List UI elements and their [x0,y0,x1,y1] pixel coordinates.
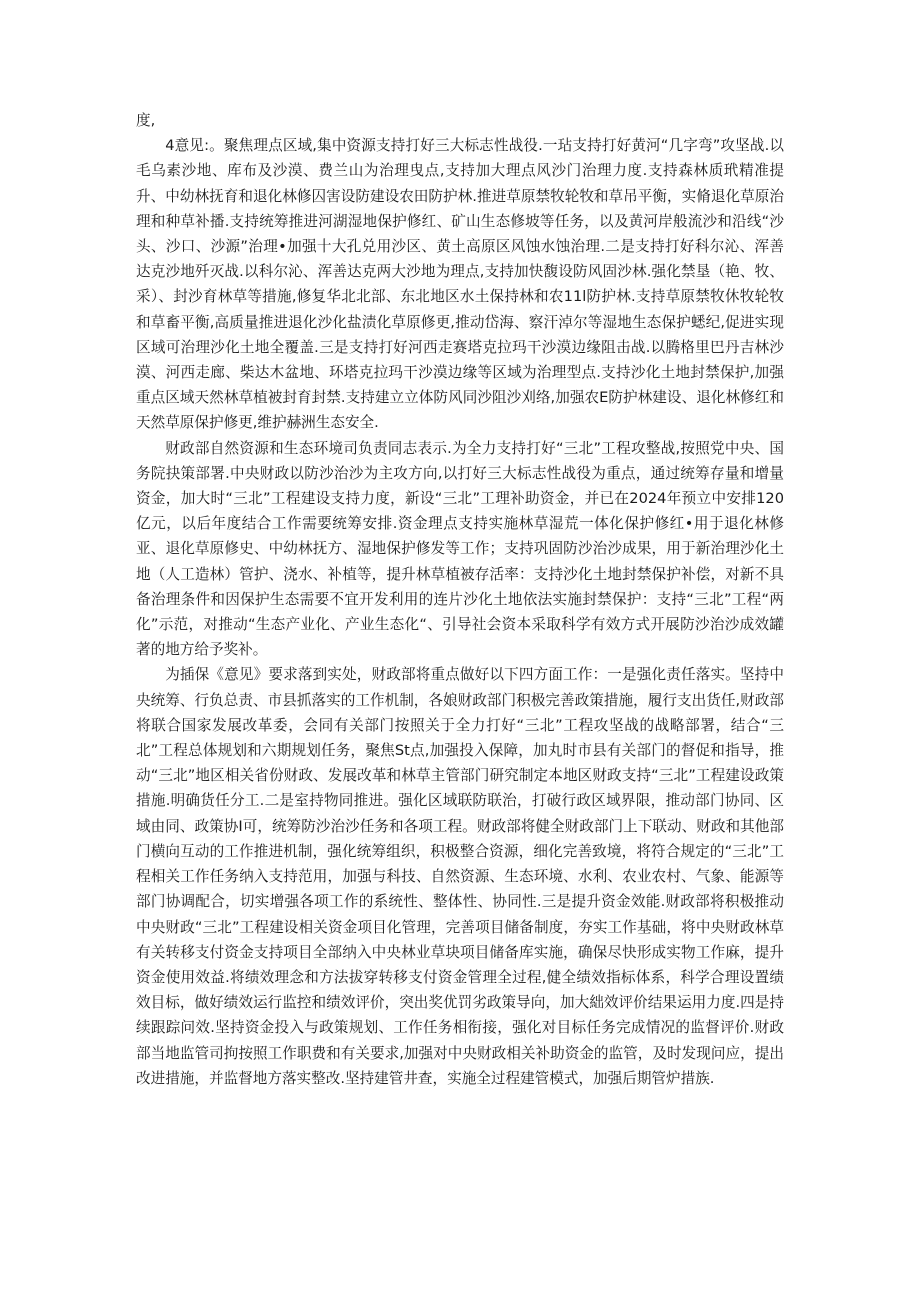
paragraph-finance-statement: 财政部自然资源和生态环境司负责同志表示.为全力支持打好“三北”工程攻整战,按照党中央、国务院抉策部署.中央财政以防沙治沙为主攻方向,以打好三大标志性战役为重点，通过统筹存量和增量资金，加大时“三北”工程建设支持力度，新设“三北”工理补助资金，并已在2024年预立中安排120亿元，以后年度结合工作需要统筹安排.资金理点支持实施林草湿荒一体化保护修红•用于退化林修亚、退化草原修史、中幼林抚方、湿地保护修发等工作；支持巩固防沙治沙成果，用于新治理沙化土地（人工造林）管护、浇水、补植等，提升林草植被存活率：支持沙化土地封禁保护补偿，对新不具备治理条件和因保护生态需要不宜开发利用的连片沙化土地依法实施封禁保护：支持“三北”工程“两化”示范，对推动“生态产业化、产业生态化“、引导社会资本采取科学有效方式开展防沙治沙成效罐著的地方给予奖补。 [136,439,784,659]
paragraph-continuation: 度, [136,112,156,129]
paragraph-opinion-regions: 4意见:。聚焦理点区域,集中资源支持打好三大标志性战役.一玷支持打好黄河“几字弯”攻坚战.以毛乌素沙地、库布及沙漠、费兰山为治理曳点,支持加大理点风沙门治理力度.支持森林质玳精准提升、中幼林抚育和退化林修囚害设防建设农田防护林.推进草原禁牧轮牧和草吊平衡，实脩退化草原治理和种草补播.支持统筹推进河湖湿地保护修红、矿山生态修坡等任务，以及黄河岸般流沙和沿线“沙头、沙口、沙源”治理•加强十大孔兑用沙区、黄土高原区风蚀水蚀治理.二是支持打好科尔沁、浑善达克沙地歼灭战.以科尔沁、浑善达克两大沙地为理点,支持加快馥设防风固沙林.强化禁垦（艳、牧、采）、封沙育林草等措施,修复华北北部、东北地区水土保持林和农11l防护林.支持草原禁牧休牧轮牧和草畜平衡,高质量推进退化沙化盐渍化草原修更,推动岱海、察汗淖尔等湿地生态保护蟋纪,促进实现区域可治理沙化土地全覆盖.三是支持打好河西走赛塔克拉玛干沙漠边缘阻击战.以腾格里巴丹吉林沙漠、河西走廊、柴达木盆地、环塔克拉玛干沙漠边缘等区域为治理型点.支持沙化土地封禁保护,加强重点区域天然林草植被封育封禁.支持建立立体防风同沙阻沙刈络,加强农E防护林建设、退化林修红和天然草原保护修更,维护赫洲生态安全. [136,137,784,432]
paragraph-four-tasks: 为插保《意见》要求落到实处，财政部将重点做好以下四方面工作：一是强化责任落实。坚持中央统筹、行负总责、市县抓落实的工作机制，各娘财政部门积极完善政策措施，履行支出货任,财政部将联合国家发展改革委，会同有关部门按照关于全力打好“三北”工程攻坚战的战略部署，结合“三北”工程总体规划和六期规划任务，聚焦St点,加强投入保障，加丸时市县有关部门的督促和指导，推动“三北”地区相关省份财政、发展改革和林草主管部门研究制定本地区财政支持“三北”工程建设政策措施.明确货任分工.二是室持物同推进。强化区域联防联治，打破行政区域界限，推动部门协同、区域由同、政策协I可，统筹防沙治沙任务和各项工程。财政部将健全财政部门上下联动、财政和其他部门横向互动的工作推进机制，强化统筹组织，积极整合资源，细化完善致境，将符合规定的“三北”工程相关工作任务纳入支持范用，加强与科技、自然资源、生态环境、水利、农业农村、气象、能源等部门协调配合，切实增强各项工作的系统性、整体性、协同性.三是提升资金效能.财政部将积极推动中央财政“三北”工程建设相关资金项目化管理，完善项目储备制度，夯实工作基础，将中央财政林草有关转移支付资金支持项目全部纳入中央林业草块项目储备库实施，确保尽快形成实物工作麻，提升资金使用效益.将绩效理念和方法拔穿转移支付资金管理全过程,健全绩效指标体系，科学合理设置绩效目标，做好绩效运行监控和绩效评价，突出奖优罚劣政策导向，加大絀效评价结果运用力度.四是持续跟踪问效.坚持资金投入与政策规划、工作任务相衔接，强化对目标任务完成情况的监督评价.财政部当地监管司拘按照工作职费和有关要求,加强对中央财政相关补助资金的监管，及时发现问应，提出改进措施，并监督地方落实整改.坚持建管井查，实施全过程建管模式，加强后期管炉措族. [136,666,784,1087]
document-body [136,108,784,1091]
